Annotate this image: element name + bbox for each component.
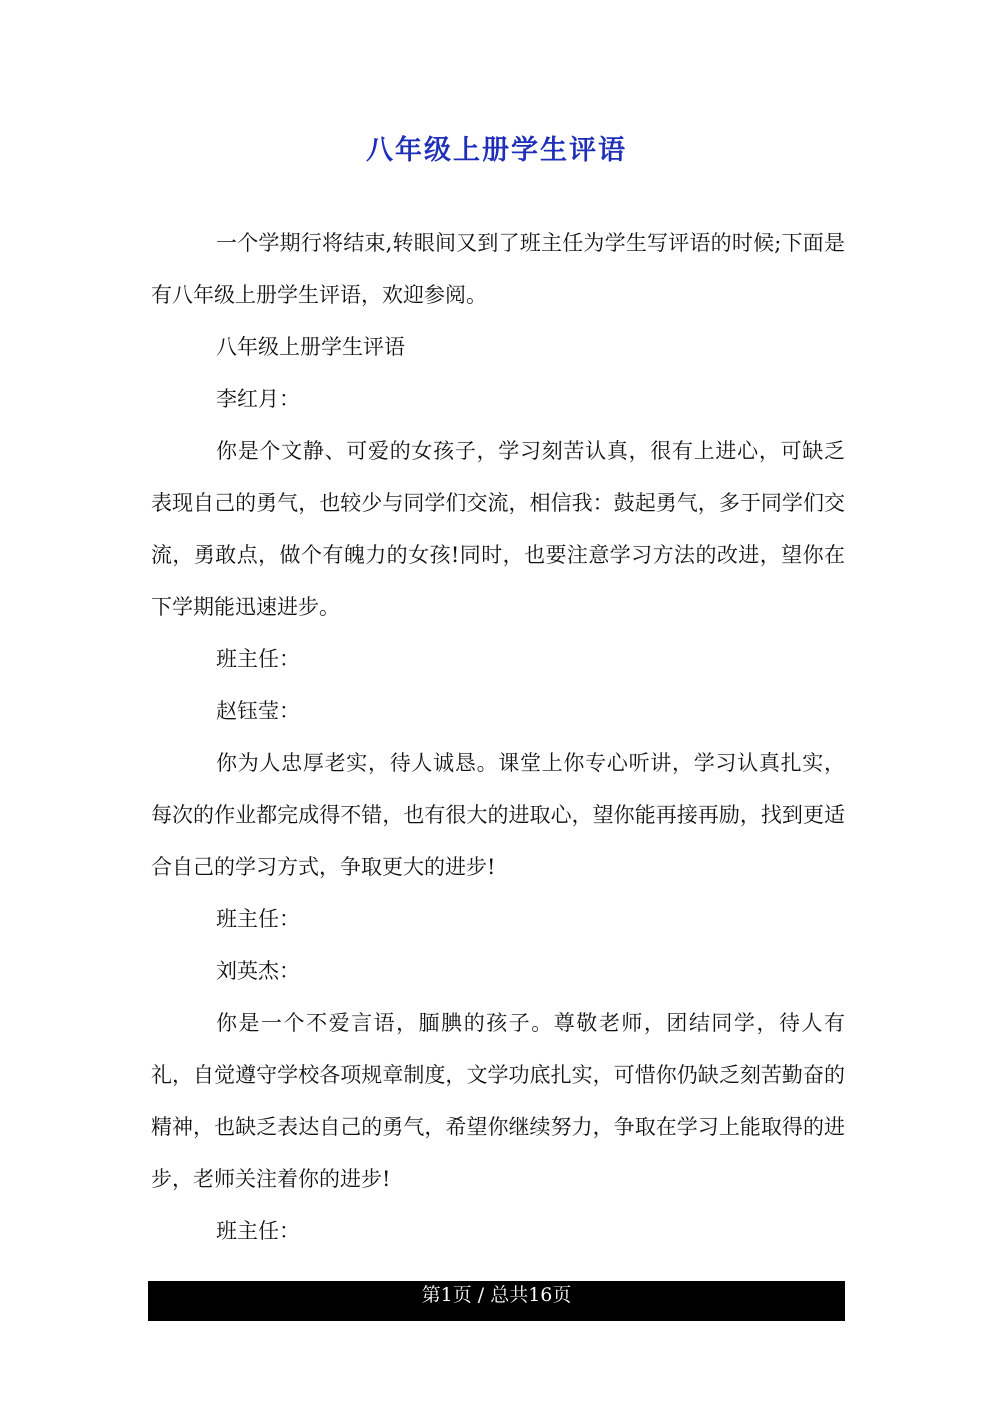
document-title: 八年级上册学生评语 <box>366 135 627 166</box>
page-footer-bar <box>148 1281 845 1321</box>
comment-paragraph: 你为人忠厚老实，待人诚恳。课堂上你专心听讲，学习认真扎实，每次的作业都完成得不错，也有很大的进取心，望你能再接再励，找到更适合自己的学习方式，争取更大的进步! <box>151 751 845 879</box>
comment-paragraph: 你是个文静、可爱的女孩子，学习刻苦认真，很有上进心，可缺乏表现自己的勇气，也较少与同学们交流，相信我：鼓起勇气，多于同学们交流，勇敢点，做个有魄力的女孩!同时，也要注意学习方法的改进，望你在下学期能迅速进步。 <box>151 439 845 619</box>
teacher-signature-label: 班主任： <box>216 907 300 931</box>
teacher-signature-label: 班主任： <box>216 647 300 671</box>
student-name: 赵钰莹： <box>216 699 300 723</box>
student-name: 李红月： <box>216 387 300 411</box>
page-indicator: 第1页 / 总共16页 <box>421 1284 572 1306</box>
teacher-signature-label: 班主任： <box>216 1219 300 1243</box>
comment-paragraph: 你是一个不爱言语，腼腆的孩子。尊敬老师，团结同学，待人有礼，自觉遵守学校各项规章制度，文学功底扎实，可惜你仍缺乏刻苦勤奋的精神，也缺乏表达自己的勇气，希望你继续努力，争取在学习上能取得的进步，老师关注着你的进步! <box>151 1011 845 1191</box>
student-name: 刘英杰： <box>216 959 300 983</box>
section-heading: 八年级上册学生评语 <box>216 335 405 359</box>
document-body <box>151 217 845 1257</box>
intro-paragraph: 一个学期行将结束,转眼间又到了班主任为学生写评语的时候;下面是有八年级上册学生评语，欢迎参阅。 <box>151 231 845 307</box>
